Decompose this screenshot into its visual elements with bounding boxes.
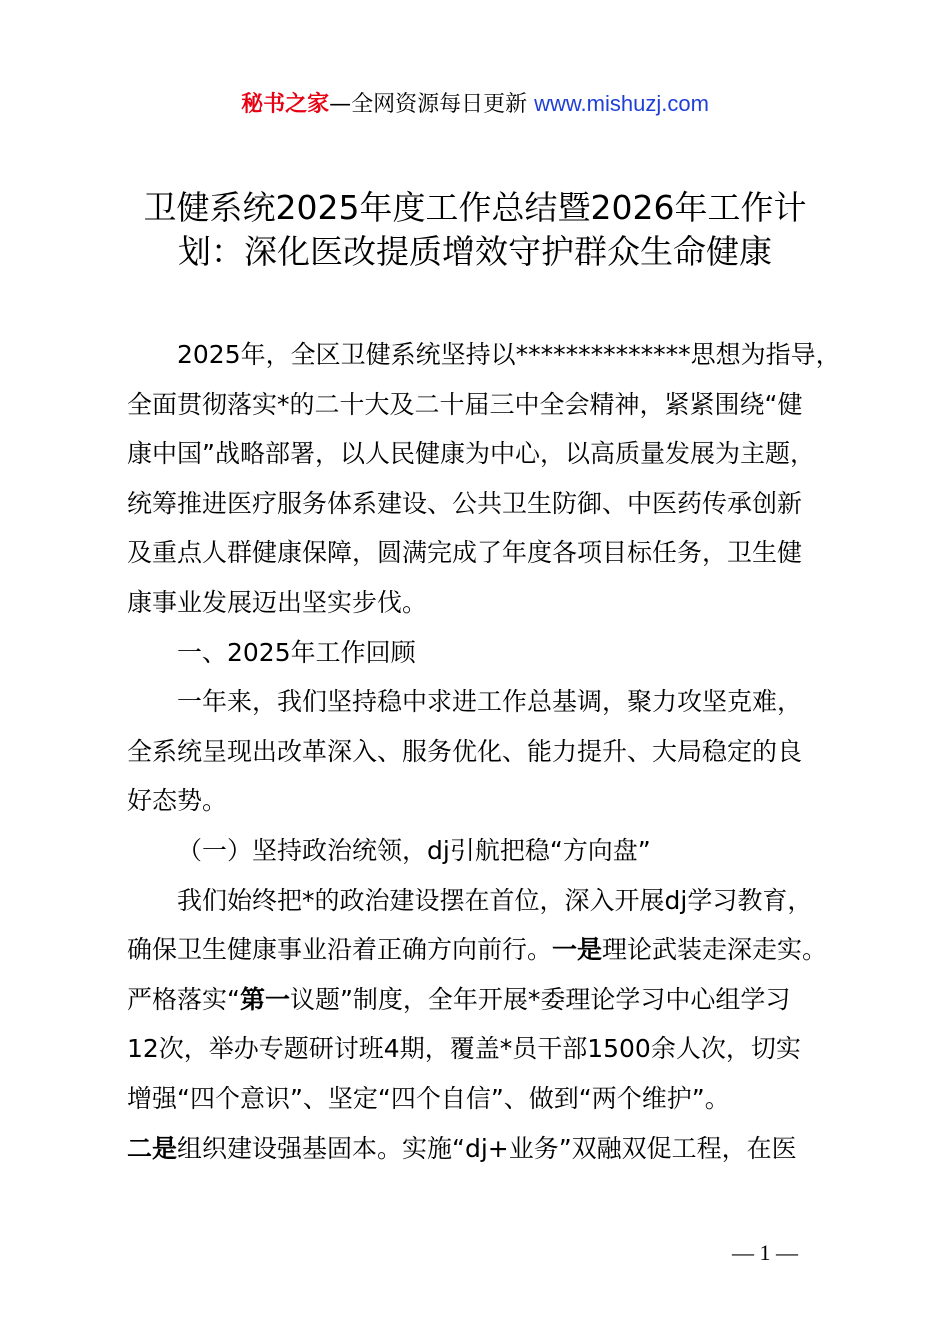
site-header <box>0 86 950 123</box>
paragraph-politics-line: 我们始终把*的政治建设摆在首位，深入开展dj学习教育， <box>177 885 813 915</box>
document-title <box>100 186 850 274</box>
document-title-line-1: 卫健系统2025年度工作总结暨2026年工作计 <box>143 188 807 227</box>
paragraph-intro-line: 2025年，全区卫健系统坚持以**************思想为指导， <box>177 340 841 369</box>
paragraph-intro-line: 及重点人群健康保障，圆满完成了年度各项目标任务，卫生健 <box>127 538 803 568</box>
site-url-link[interactable]: www.mishuzj.com <box>534 91 709 116</box>
paragraph-overview-line: 全系统呈现出改革深入、服务优化、能力提升、大局稳定的良 <box>127 736 803 766</box>
paragraph-overview-line: 一年来，我们坚持稳中求进工作总基调，聚力攻坚克难， <box>177 687 803 717</box>
text-run: 理论武装走深走实。 <box>602 935 828 965</box>
paragraph-intro-line: 康中国”战略部署，以人民健康为中心，以高质量发展为主题， <box>127 439 815 469</box>
document-body <box>127 330 867 1173</box>
document-title-line-2: 划：深化医改提质增效守护群众生命健康 <box>178 232 772 271</box>
paragraph-intro-line: 统筹推进医疗服务体系建设、公共卫生防御、中医药传承创新 <box>127 488 803 518</box>
section-heading-review: 一、2025年工作回顾 <box>177 637 416 667</box>
paragraph-intro-line: 全面贯彻落实*的二十大及二十届三中全会精神，紧紧围绕“健 <box>127 389 803 419</box>
bold-marker: 二是 <box>127 1133 178 1163</box>
text-run: 议题”制度，全年开展*委理论学习中心组学习 <box>289 984 791 1014</box>
paragraph-politics-line <box>127 975 867 1025</box>
paragraph-intro-line: 康事业发展迈出坚实步伐。 <box>127 587 428 617</box>
site-name: 秘书之家 <box>241 92 330 117</box>
paragraph-politics-line <box>127 925 867 975</box>
text-run: 严格落实“ <box>127 984 240 1014</box>
paragraph-politics-line: 12次，举办专题研讨班4期，覆盖*员干部1500余人次，切实 <box>127 1034 801 1064</box>
bold-marker: 一是 <box>552 935 603 965</box>
page-number: — 1 — <box>732 1240 798 1265</box>
bold-marker: 第一 <box>239 984 290 1014</box>
paragraph-politics-line: 增强“四个意识”、坚定“四个自信”、做到“两个维护”。 <box>127 1083 730 1113</box>
paragraph-overview-line: 好态势。 <box>127 786 228 816</box>
subsection-heading-politics: （一）坚持政治统领，dj引航把稳“方向盘” <box>177 835 651 865</box>
site-tagline: —全网资源每日更新 <box>329 92 528 117</box>
text-run: 组织建设强基固本。实施“dj+业务”双融双促工程，在医 <box>177 1133 797 1163</box>
text-run: 确保卫生健康事业沿着正确方向前行。 <box>127 935 553 965</box>
paragraph-politics-line <box>127 1124 867 1174</box>
